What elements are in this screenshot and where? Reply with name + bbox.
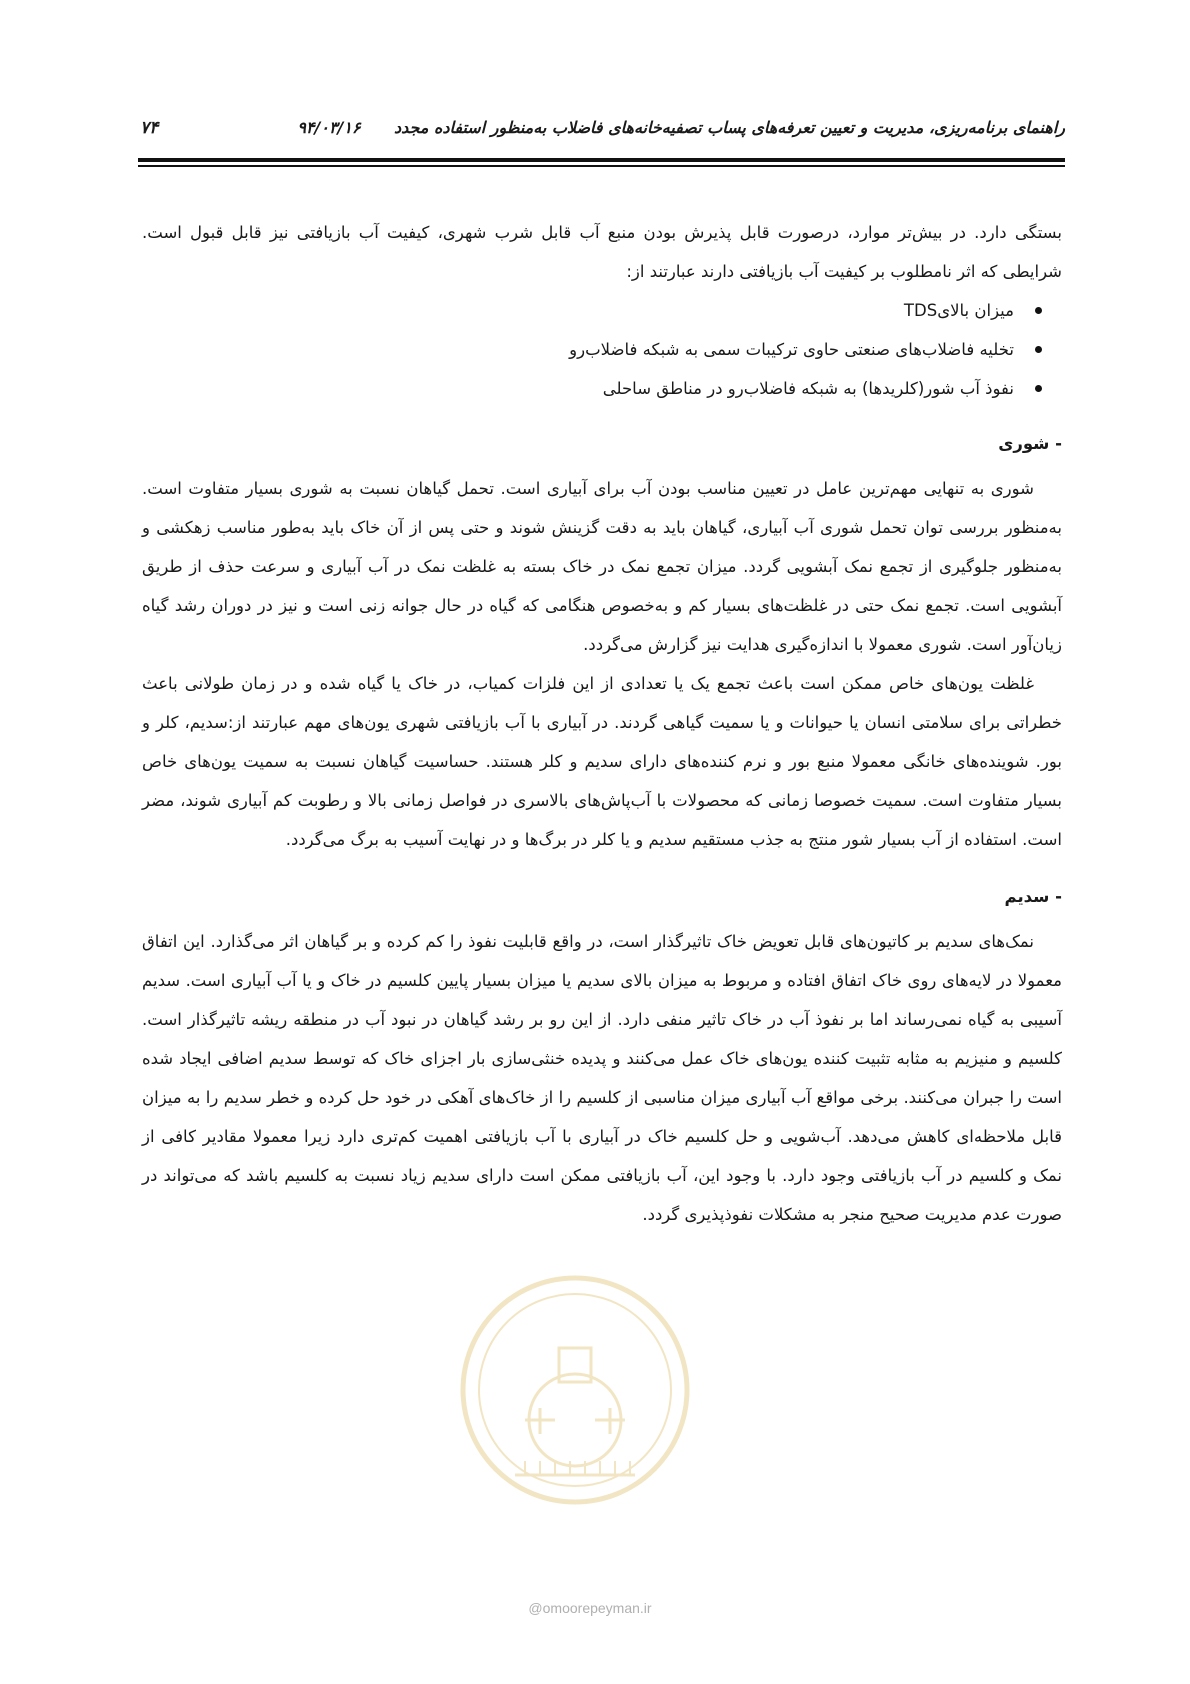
sodium-paragraph-1: نمک‌های سدیم بر کاتیون‌های قابل تعویض خاک تاثیرگذار است، در واقع قابلیت نفوذ را کم کرده و بر گیاهان اثر می‌گذارد. این اتفاق معمولا در لایه‌های روی خاک اتفاق افتاده و مربوط به میزان بالای سدیم یا میزان بسیار پایین کلسیم در خاک و یا آب آبیاری است. سدیم آسیبی به گیاه نمی‌رساند اما بر نفوذ آب در خاک تاثیر منفی دارد. از این رو بر رشد گیاهان در نبود آب در منطقه ریشه تاثیرگذار است. کلسیم و منیزیم به مثابه تثبیت کننده یون‌های خاک عمل می‌کنند و پدیده خنثی‌سازی بار اجزای خاک که توسط سدیم اضافی ایجاد شده است را جبران می‌کنند. برخی مواقع آب آبیاری میزان مناسبی از کلسیم را از خاک‌های آهکی در خود حل کرده و خطر سدیم را به میزان قابل ملاحظه‌ای کاهش می‌دهد. آب‌شویی و حل کلسیم خاک در آبیاری با آب بازیافتی اهمیت کم‌تری دارد زیرا معمولا مقادیر کافی از نمک و کلسیم در آب بازیافتی وجود دارد. با وجود این، آب بازیافتی ممکن است دارای سدیم زیاد نسبت به کلسیم باشد که می‌تواند در صورت عدم مدیریت صحیح منجر به مشکلات نفوذپذیری گردد. [142, 932, 1062, 1224]
page-body [142, 213, 1062, 1234]
page-header [140, 118, 1065, 148]
watermark-site: @omoorepeyman.ir [528, 1600, 652, 1616]
list-item: میزان بالایTDS [142, 291, 1062, 330]
intro-paragraph: بستگی دارد. در بیش‌تر موارد، درصورت قابل پذیرش بودن منبع آب قابل شرب شهری، کیفیت آب بازیافتی نیز قابل قبول است. شرایطی که اثر نامطلوب بر کیفیت آب بازیافتی دارند عبارتند از: [142, 223, 1062, 281]
header-title: راهنمای برنامه‌ریزی، مدیریت و تعیین تعرفه‌های پساب تصفیه‌خانه‌های فاضلاب به‌منظور استفاده مجدد [394, 118, 1065, 137]
section-heading-salinity: - شوری [998, 434, 1062, 453]
salinity-paragraph-1: شوری به تنهایی مهم‌ترین عامل در تعیین مناسب بودن آب برای آبیاری است. تحمل گیاهان نسبت به شوری بسیار متفاوت است. به‌منظور بررسی توان تحمل شوری آب آبیاری، گیاهان باید به دقت گزینش شوند و حتی پس از آن خاک باید به‌طور مناسب زهکشی و به‌منظور جلوگیری از تجمع نمک آبشویی گردد. میزان تجمع نمک در خاک بسته به غلظت نمک در آب آبیاری و سرعت حذف از طریق آبشویی است. تجمع نمک حتی در غلظت‌های بسیار کم و به‌خصوص هنگامی که گیاه در حال جوانه زنی است و نیز در دوران رشد گیاه زیان‌آور است. شوری معمولا با اندازه‌گیری هدایت نیز گزارش می‌گردد. [142, 479, 1062, 654]
bullet-icon [1035, 346, 1042, 353]
salinity-paragraph-2: غلظت یون‌های خاص ممکن است باعث تجمع یک یا تعدادی از این فلزات کمیاب، در خاک یا گیاه شده و در زمان طولانی باعث خطراتی برای سلامتی انسان یا حیوانات و یا سمیت گیاهی گردند. در آبیاری با آب بازیافتی شهری یون‌های مهم عبارتند از:سدیم، کلر و بور. شوینده‌های خانگی معمولا منبع بور و نرم کننده‌های دارای سدیم و کلر هستند. حساسیت گیاهان نسبت به سمیت یون‌های خاص بسیار متفاوت است. سمیت خصوصا زمانی که محصولات با آب‌پاش‌های بالاسری در فواصل زمانی بالا و رطوبت کم آبیاری شوند، مضر است. استفاده از آب بسیار شور منتج به جذب مستقیم سدیم و یا کلر در برگ‌ها و در نهایت آسیب به برگ می‌گردد. [142, 674, 1062, 849]
bullet-icon [1035, 385, 1042, 392]
header-rule-thin [138, 165, 1065, 167]
bullet-icon [1035, 307, 1042, 314]
header-date: ۹۴/۰۳/۱۶ [297, 118, 361, 137]
list-item: تخلیه فاضلاب‌های صنعتی حاوی ترکیبات سمی به شبکه فاضلاب‌رو [142, 330, 1062, 369]
conditions-list [142, 291, 1062, 408]
header-rule-thick [138, 158, 1065, 162]
section-heading-sodium: - سدیم [1004, 887, 1062, 906]
header-title-line [297, 118, 1065, 137]
seal-watermark-icon [455, 1270, 695, 1510]
list-item: نفوذ آب شور(کلریدها) به شبکه فاضلاب‌رو در مناطق ساحلی [142, 369, 1062, 408]
page-number: ۷۴ [140, 118, 159, 138]
